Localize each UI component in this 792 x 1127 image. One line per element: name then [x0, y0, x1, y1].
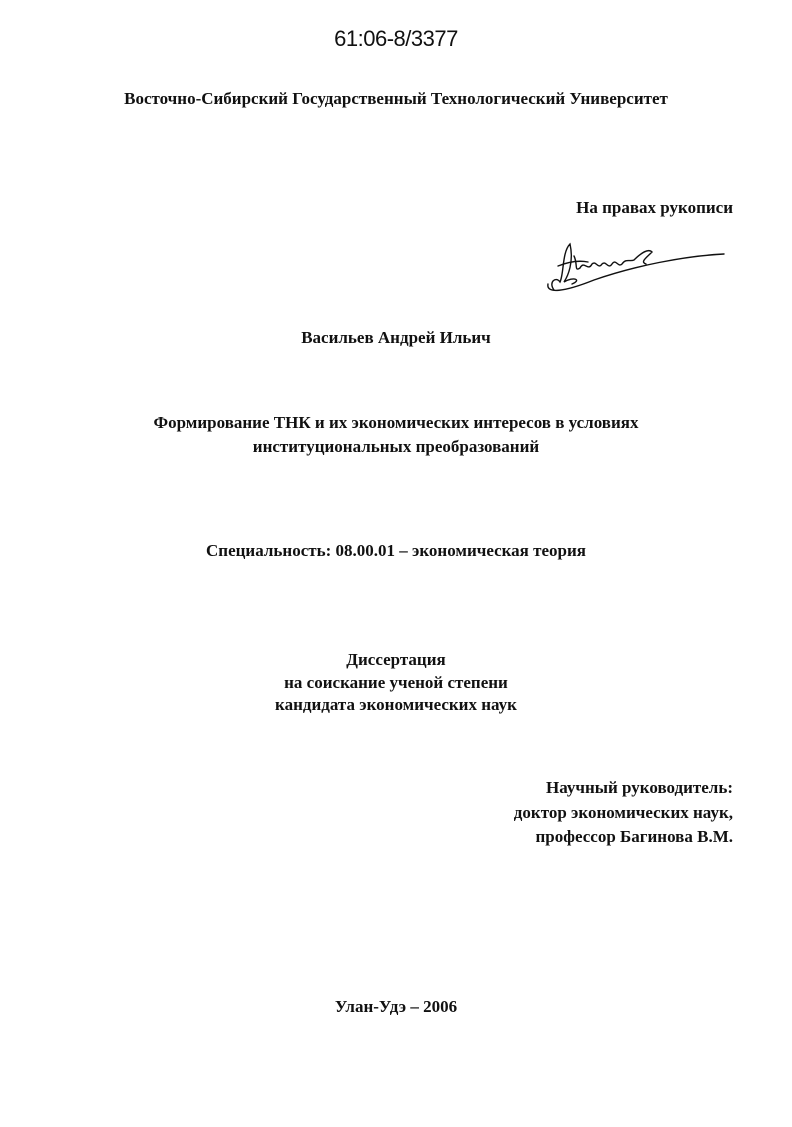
specialty: Специальность: 08.00.01 – экономическая теория: [206, 541, 586, 560]
manuscript-rights: На правах рукописи: [576, 198, 733, 217]
university-name: Восточно-Сибирский Государственный Технологический Университет: [124, 89, 668, 108]
advisor-line-1: Научный руководитель:: [546, 778, 733, 797]
signature: [544, 232, 734, 298]
dissertation-line-1: Диссертация: [346, 650, 446, 669]
stamp-number: 61:06-8/3377: [334, 26, 458, 51]
dissertation-line-3: кандидата экономических наук: [275, 695, 517, 714]
city-year: Улан-Удэ – 2006: [334, 997, 458, 1016]
advisor-line-2: доктор экономических наук,: [513, 803, 733, 822]
thesis-title-line-1: Формирование ТНК и их экономических интересов в условиях: [153, 413, 639, 432]
dissertation-line-2: на соискание ученой степени: [284, 673, 508, 692]
advisor-line-3: профессор Багинова В.М.: [535, 827, 733, 846]
author-name: Васильев Андрей Ильич: [301, 328, 491, 347]
thesis-title-line-2: институциональных преобразований: [252, 437, 540, 456]
